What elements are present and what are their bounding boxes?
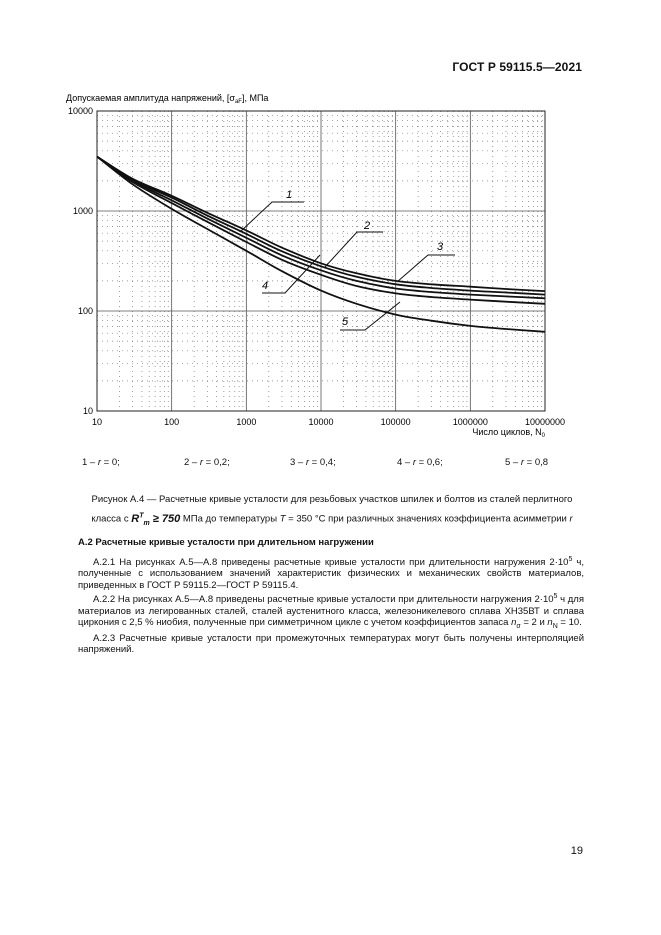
x-tick-labels	[92, 417, 565, 427]
page-number: 19	[570, 845, 583, 857]
x-tick-label: 1000000	[452, 417, 488, 427]
callout-line-3	[397, 255, 455, 282]
legend-item-4: 4 – r = 0,6;	[397, 457, 443, 468]
page-header: ГОСТ Р 59115.5—2021	[452, 60, 582, 74]
curve-label-2: 2	[364, 220, 371, 232]
y-tick-labels	[68, 106, 93, 416]
x-axis-label: Число циклов, $N_0$	[472, 427, 545, 439]
callout-line-2	[325, 232, 383, 267]
x-tick-label: 100	[164, 417, 180, 427]
fatigue-chart	[0, 0, 661, 450]
x-tick-label: 100000	[380, 417, 411, 427]
section-title: А.2 Расчетные кривые усталости при длительном нагружении	[78, 537, 374, 548]
y-tick-label: 10	[82, 406, 93, 416]
x-tick-label: 10	[91, 417, 103, 427]
callout-line-1	[240, 202, 304, 232]
y-tick-label: 100	[77, 306, 93, 316]
x-tick-label: 10000000	[524, 417, 566, 427]
figure-caption: Рисунок А.4 — Расчетные кривые усталости для резьбовых участков шпилек и болтов из сталей перлитного класса с $R^T_m \ge 750$ МПа до температуры T = 350 °С при различных значениях коэффициента асимметрии r	[91, 494, 573, 527]
y-tick-label: 1000	[72, 206, 93, 216]
curve-label-4: 4	[262, 280, 269, 292]
curve-label-5: 5	[342, 316, 349, 328]
legend-item-5: 5 – r = 0,8	[505, 457, 549, 468]
x-tick-label: 1000	[236, 417, 257, 427]
section-a2	[78, 537, 584, 656]
y-tick-label: 10000	[67, 106, 93, 116]
legend-item-1: 1 – r = 0;	[82, 457, 120, 468]
r-symbol: $R^T_m \ge 750$	[131, 512, 181, 527]
chart-grid	[97, 111, 545, 411]
curve-label-3: 3	[437, 241, 444, 253]
callout-line-5	[340, 302, 400, 330]
paragraph-a22: А.2.2 На рисунках А.5—А.8 приведены расчетные кривые усталости при длительности нагружения $2\cdot 10^5$ ч для материалов из легированных сталей, сталей аустенитного класса, железоникелевого сплава ХН35ВТ и сплава циркония с 2,5 % ниобия, полученные при симметричном цикле с учетом коэффициентов запаса $n_\sigma = 2$ и $n_N = 10$.	[78, 593, 584, 631]
x-tick-label: 10000	[308, 417, 334, 427]
curve-label-1: 1	[286, 189, 293, 201]
legend-item-3: 3 – r = 0,4;	[290, 457, 336, 468]
y-axis-label: Допускаемая амплитуда напряжений, $[\sigma_{aF}]$, МПа	[66, 93, 269, 105]
callouts	[240, 189, 455, 330]
legend	[0, 457, 661, 473]
paragraph-a21: А.2.1 На рисунках А.5—А.8 приведены расчетные кривые усталости при длительности нагружения $2\cdot 10^5$ ч, полученные с использованием значений характеристик физических и механических свойств материалов, приведенных в ГОСТ Р 59115.2—ГОСТ Р 59115.4.	[78, 555, 584, 591]
paragraph-a23: А.2.3 Расчетные кривые усталости при промежуточных температурах могут быть получены интерполяцией напряжений.	[78, 632, 584, 656]
legend-item-2: 2 – r = 0,2;	[184, 457, 230, 468]
